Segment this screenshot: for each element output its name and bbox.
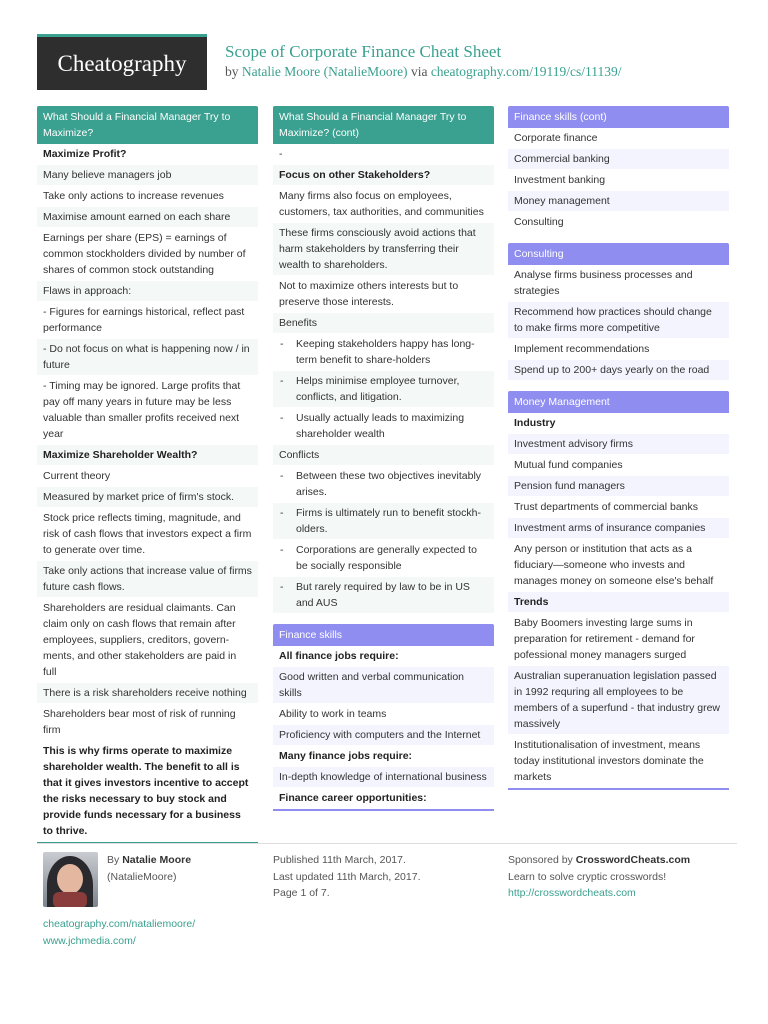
- list-item: Conflicts: [273, 445, 494, 466]
- list-item: Mutual fund companies: [508, 455, 729, 476]
- author-by: By: [107, 854, 120, 866]
- sponsored-by: Sponsored by: [508, 854, 573, 866]
- sponsor-text: Learn to solve cryptic crosswords!: [508, 870, 667, 883]
- author-profile-link[interactable]: cheatography.com/nataliemoore/: [43, 918, 196, 930]
- page-title: Scope of Corporate Finance Cheat Sheet: [225, 42, 502, 61]
- author-handle: (NatalieMoore): [107, 870, 177, 883]
- list-item: Consulting: [508, 212, 729, 233]
- list-item: - Timing may be ignored. Large profits that pay off many years in future may be less valuable than smaller profits received next year: [37, 376, 258, 445]
- byline-via: via: [410, 64, 428, 79]
- list-item: -: [273, 144, 494, 165]
- updated-date: Last updated 11th March, 2017.: [273, 870, 421, 883]
- list-item: Good written and verbal communication skills: [273, 667, 494, 704]
- list-item: Many firms also focus on employees, customers, tax authorities, and communities: [273, 186, 494, 223]
- list-item: Spend up to 200+ days yearly on the road: [508, 360, 729, 381]
- list-item: Maximize Shareholder Wealth?: [37, 445, 258, 466]
- author-info: [107, 852, 191, 885]
- page-number: Page 1 of 7.: [273, 887, 330, 899]
- sponsor-line: [508, 852, 737, 869]
- cheatography-logo[interactable]: [37, 34, 207, 90]
- author-name: Natalie Moore: [122, 854, 192, 866]
- list-item: Institutionalisation of investment, means today institutional investors dominate the markets: [508, 735, 729, 788]
- list-item: - Do not focus on what is happening now / in future: [37, 339, 258, 376]
- list-item: Shareholders bear most of risk of running firm: [37, 704, 258, 741]
- list-item: - Usually actually leads to maximizing shareholder wealth: [273, 408, 494, 445]
- card-money-management: [508, 391, 729, 790]
- list-item: Commercial banking: [508, 149, 729, 170]
- list-item: Maximize Profit?: [37, 144, 258, 165]
- avatar-scarf: [53, 892, 87, 907]
- list-item: Analyse firms business processes and strategies: [508, 265, 729, 302]
- card-maximize-cont: [273, 106, 494, 614]
- list-item: - But rarely required by law to be in US and AUS: [273, 577, 494, 614]
- column-1: [37, 106, 258, 854]
- list-item: This is why firms operate to maximize shareholder wealth. The benefit to all is that it gives investors incentive to accept the risks necessary to buy stock and provide funds necessary for a business to thrive.: [37, 741, 258, 842]
- published-date: Published 11th March, 2017.: [273, 854, 406, 866]
- sponsor-name[interactable]: CrosswordCheats.com: [575, 854, 691, 866]
- list-item: Measured by market price of firm's stock.: [37, 487, 258, 508]
- list-item: Current theory: [37, 466, 258, 487]
- card-heading: Finance skills (cont): [508, 106, 729, 128]
- card-consulting: [508, 243, 729, 381]
- card-finance-skills: [273, 624, 494, 811]
- footer-sponsor: [508, 852, 737, 902]
- column-2: [273, 106, 494, 821]
- sponsor-link[interactable]: http://crosswordcheats.com: [508, 887, 636, 899]
- author-links: [43, 916, 195, 949]
- byline: [225, 64, 622, 80]
- list-item: Industry: [508, 413, 729, 434]
- card-heading: Money Management: [508, 391, 729, 413]
- list-item: - Between these two objectives inevitably arises.: [273, 466, 494, 503]
- list-item: There is a risk shareholders receive nothing: [37, 683, 258, 704]
- list-item: Corporate finance: [508, 128, 729, 149]
- list-item: Not to maximize others interests but to preserve those interests.: [273, 276, 494, 313]
- sheet-url-link[interactable]: cheatography.com/19119/cs/11139/: [430, 64, 622, 79]
- list-item: - Firms is ultimately run to benefit stockholders.: [273, 503, 494, 540]
- list-item: - Corporations are generally expected to be socially responsible: [273, 540, 494, 577]
- card-heading: What Should a Financial Manager Try to Maximize? (cont): [273, 106, 494, 144]
- list-item: Focus on other Stakeholders?: [273, 165, 494, 186]
- list-item: Take only actions that increase value of firms future cash flows.: [37, 561, 258, 598]
- list-item: - Figures for earnings historical, reflect past performance: [37, 302, 258, 339]
- byline-by: by: [225, 64, 239, 79]
- list-item: Investment arms of insurance companies: [508, 518, 729, 539]
- avatar-face: [57, 864, 83, 894]
- list-item: Investment banking: [508, 170, 729, 191]
- list-item: Finance career opportunities:: [273, 788, 494, 809]
- list-item: Pension fund managers: [508, 476, 729, 497]
- list-item: Take only actions to increase revenues: [37, 186, 258, 207]
- list-item: Trust departments of commercial banks: [508, 497, 729, 518]
- list-item: Many believe managers job: [37, 165, 258, 186]
- list-item: Flaws in approach:: [37, 281, 258, 302]
- author-link[interactable]: Natalie Moore (NatalieMoore): [241, 64, 408, 79]
- list-item: These firms consciously avoid actions that harm stakeholders by transferring their wealth to shareholders.: [273, 223, 494, 276]
- list-item: Investment advisory firms: [508, 434, 729, 455]
- footer-publish-info: [273, 852, 494, 902]
- list-item: Trends: [508, 592, 729, 613]
- page-header: [37, 34, 737, 90]
- list-item: Many finance jobs require:: [273, 746, 494, 767]
- list-item: - Keeping stakeholders happy has long-term benefit to share-holders: [273, 334, 494, 371]
- list-item: Earnings per share (EPS) = earnings of common stockholders divided by number of shares of common stock outstanding: [37, 228, 258, 281]
- card-maximize: [37, 106, 258, 844]
- card-heading: What Should a Financial Manager Try to Maximize?: [37, 106, 258, 144]
- list-item: Proficiency with computers and the Internet: [273, 725, 494, 746]
- list-item: Baby Boomers investing large sums in preparation for retirement - demand for pofessional money managers surged: [508, 613, 729, 666]
- list-item: Maximise amount earned on each share: [37, 207, 258, 228]
- list-item: - Helps minimise employee turnover, conflicts, and litigation.: [273, 371, 494, 408]
- list-item: Any person or institution that acts as a fiduciary—someone who invests and manages money on someone else's behalf: [508, 539, 729, 592]
- logo-text: Cheatography: [57, 51, 187, 76]
- card-heading: Consulting: [508, 243, 729, 265]
- list-item: Shareholders are residual claimants. Can claim only on cash flows that remain after employees, suppliers, creditors, governments, and other stakeholders are paid in full: [37, 598, 258, 683]
- avatar[interactable]: [43, 852, 98, 907]
- list-item: Ability to work in teams: [273, 704, 494, 725]
- card-finance-skills-cont: [508, 106, 729, 233]
- column-3: [508, 106, 729, 800]
- list-item: Recommend how practices should change to make firms more competitive: [508, 302, 729, 339]
- list-item: Money management: [508, 191, 729, 212]
- list-item: All finance jobs require:: [273, 646, 494, 667]
- card-heading: Finance skills: [273, 624, 494, 646]
- list-item: Australian superanuation legislation passed in 1992 requring all employees to be members of a superfund - that industry grew massively: [508, 666, 729, 735]
- author-website-link[interactable]: www.jchmedia.com/: [43, 934, 136, 947]
- list-item: In-depth knowledge of international business: [273, 767, 494, 788]
- list-item: Stock price reflects timing, magnitude, and risk of cash flows that investors expect a firm to generate over time.: [37, 508, 258, 561]
- page-footer: [37, 843, 737, 953]
- list-item: Implement recommendations: [508, 339, 729, 360]
- list-item: Benefits: [273, 313, 494, 334]
